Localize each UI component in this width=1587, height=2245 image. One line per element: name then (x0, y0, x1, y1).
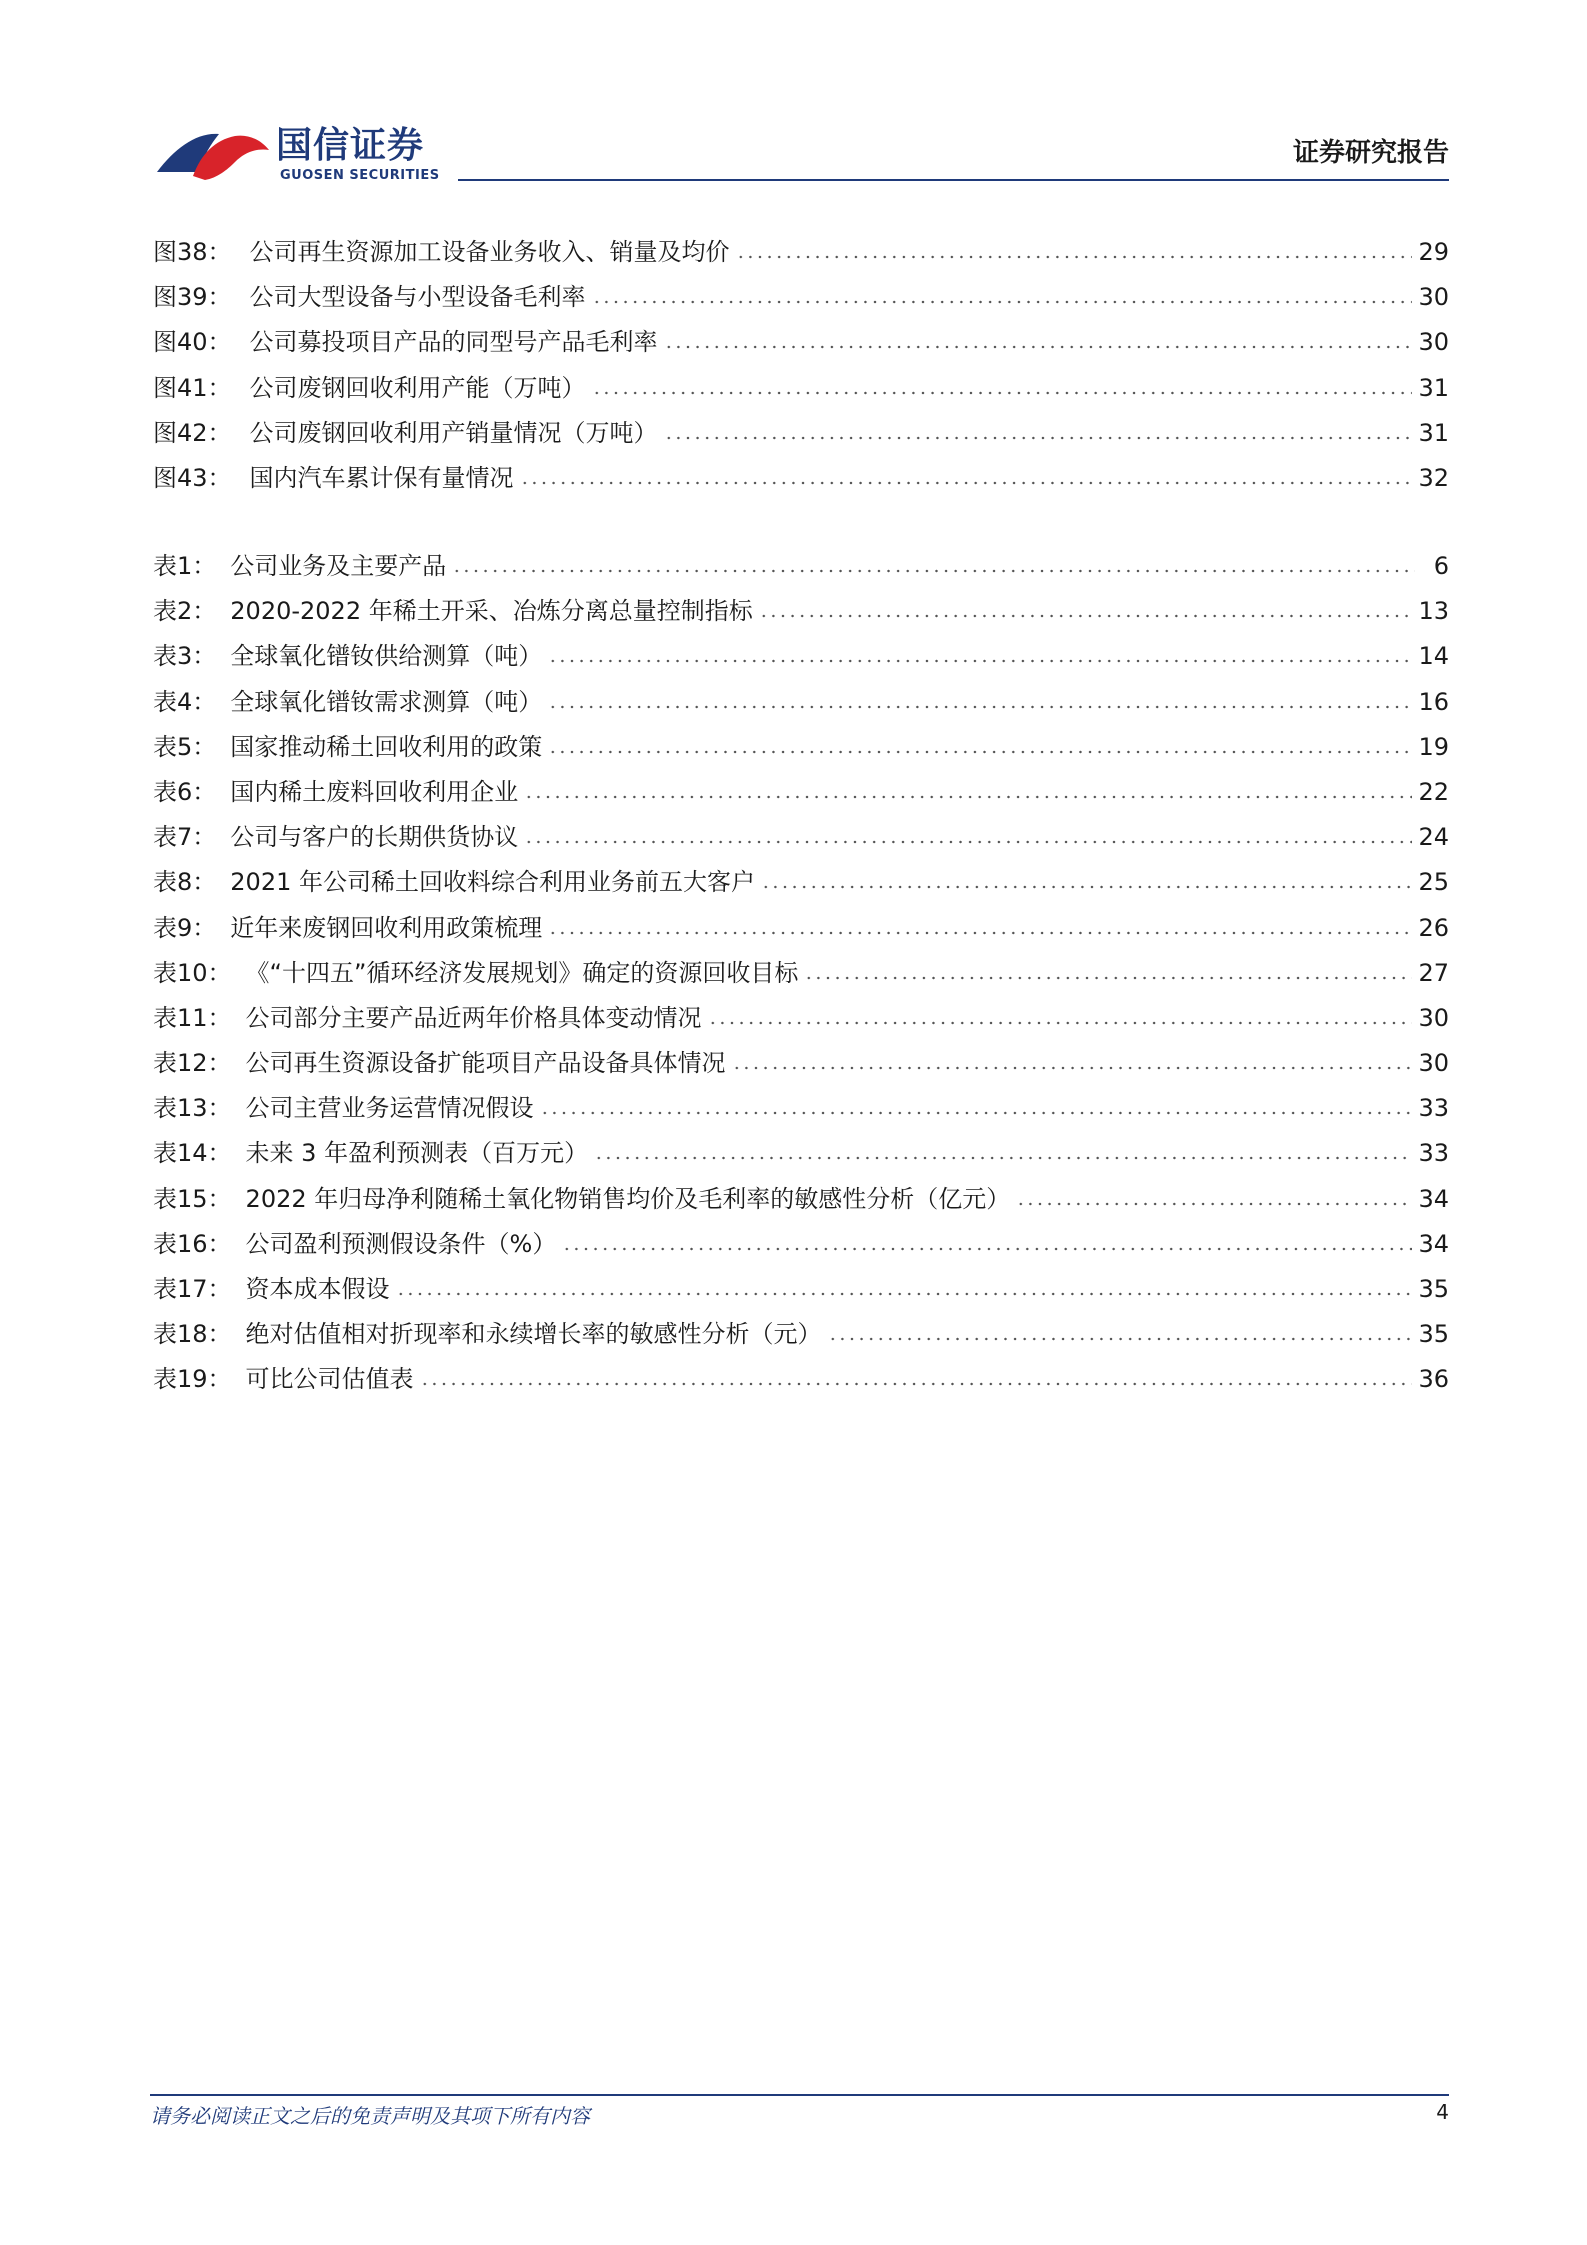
dot-leader (562, 1226, 1412, 1252)
toc-entry-table[interactable] (153, 680, 1449, 725)
entry-label: 表19： (153, 1365, 232, 1394)
toc-entry-table[interactable] (153, 1312, 1449, 1357)
toc-entry-figure[interactable] (153, 366, 1449, 411)
dot-leader (548, 684, 1412, 710)
footer-divider (150, 2094, 1449, 2096)
entry-page-number: 26 (1418, 913, 1449, 942)
entry-label: 表10： (153, 958, 232, 987)
dot-leader (592, 370, 1413, 396)
report-type-label: 证券研究报告 (1292, 138, 1449, 168)
entry-title: 全球氧化镨钕需求测算（吨） (230, 687, 543, 716)
entry-page-number: 32 (1418, 463, 1449, 492)
entry-title: 资本成本假设 (245, 1275, 390, 1303)
entry-page-number: 30 (1418, 1003, 1449, 1032)
toc-entry-figure[interactable] (153, 275, 1449, 320)
entry-page-number: 24 (1418, 823, 1449, 852)
dot-leader (594, 1135, 1412, 1161)
toc-entry-table[interactable] (153, 1222, 1449, 1267)
guosen-logo-mark-icon (153, 114, 273, 186)
entry-label: 表8： (153, 868, 217, 897)
dot-leader (761, 864, 1412, 890)
dot-leader (736, 234, 1413, 260)
header-divider (458, 179, 1449, 181)
dot-leader (828, 1316, 1413, 1342)
toc-entry-table[interactable] (153, 725, 1449, 770)
dot-leader (524, 819, 1412, 845)
entry-page-number: 30 (1418, 283, 1449, 312)
entry-page-number: 34 (1418, 1184, 1449, 1213)
figure-index-list (153, 230, 1449, 501)
entry-page-number: 31 (1418, 418, 1449, 447)
entry-page-number: 6 (1433, 552, 1449, 580)
toc-entry-table[interactable] (153, 996, 1449, 1041)
entry-label: 表13： (153, 1094, 232, 1123)
entry-title: 近年来废钢回收利用政策梳理 (230, 913, 543, 942)
dot-leader (1016, 1181, 1412, 1207)
logo-english-name: GUOSEN SECURITIES (280, 168, 440, 183)
entry-page-number: 36 (1418, 1365, 1449, 1394)
toc-entry-figure[interactable] (153, 230, 1449, 275)
entry-page-number: 16 (1418, 687, 1449, 716)
toc-entry-table[interactable] (153, 544, 1449, 589)
entry-page-number: 35 (1418, 1320, 1449, 1349)
entry-page-number: 29 (1418, 238, 1449, 266)
entry-label: 图41： (153, 373, 232, 402)
entry-title: 国内汽车累计保有量情况 (249, 463, 514, 492)
dot-leader (540, 1090, 1413, 1116)
entry-title: 公司废钢回收利用产销量情况（万吨） (249, 418, 658, 447)
entry-title: 公司与客户的长期供货协议 (230, 823, 519, 852)
entry-title: 公司废钢回收利用产能（万吨） (249, 373, 586, 402)
entry-label: 图42： (153, 418, 232, 447)
entry-label: 图43： (153, 463, 232, 492)
entry-page-number: 27 (1418, 958, 1449, 987)
table-index-list (153, 544, 1449, 1403)
entry-title: 国家推动稀土回收利用的政策 (230, 732, 543, 761)
entry-page-number: 14 (1418, 642, 1449, 671)
entry-title: 公司再生资源设备扩能项目产品设备具体情况 (245, 1049, 726, 1078)
toc-entry-table[interactable] (153, 1357, 1449, 1402)
entry-label: 表17： (153, 1275, 232, 1303)
entry-page-number: 35 (1418, 1275, 1449, 1303)
footer-page-number: 4 (1436, 2100, 1449, 2124)
toc-entry-figure[interactable] (153, 411, 1449, 456)
dot-leader (664, 415, 1413, 441)
toc-entry-table[interactable] (153, 951, 1449, 996)
entry-label: 表9： (153, 913, 217, 942)
dot-leader (420, 1361, 1413, 1387)
entry-title: 公司大型设备与小型设备毛利率 (249, 283, 586, 312)
entry-label: 表7： (153, 823, 217, 852)
entry-title: 可比公司估值表 (245, 1365, 414, 1394)
entry-page-number: 30 (1418, 1049, 1449, 1078)
entry-title: 公司部分主要产品近两年价格具体变动情况 (245, 1003, 702, 1032)
entry-page-number: 25 (1418, 868, 1449, 897)
entry-label: 表14： (153, 1139, 232, 1168)
dot-leader (396, 1271, 1413, 1297)
toc-entry-table[interactable] (153, 815, 1449, 860)
guosen-logo (153, 114, 483, 186)
entry-label: 图39： (153, 283, 232, 312)
dot-leader (759, 593, 1413, 619)
toc-entry-table[interactable] (153, 860, 1449, 905)
dot-leader (804, 955, 1412, 981)
entry-label: 图38： (153, 238, 232, 266)
toc-entry-table[interactable] (153, 1131, 1449, 1176)
toc-entry-table[interactable] (153, 906, 1449, 951)
entry-label: 表12： (153, 1049, 232, 1078)
entry-page-number: 19 (1418, 732, 1449, 761)
entry-title: 公司主营业务运营情况假设 (245, 1094, 534, 1123)
toc-entry-table[interactable] (153, 770, 1449, 815)
footer-disclaimer: 请务必阅读正文之后的免责声明及其项下所有内容 (150, 2104, 590, 2128)
dot-leader (664, 324, 1413, 350)
entry-label: 表4： (153, 687, 217, 716)
entry-label: 表15： (153, 1184, 232, 1213)
entry-page-number: 33 (1418, 1139, 1449, 1168)
dot-leader (524, 774, 1412, 800)
logo-chinese-name: 国信证券 (276, 125, 425, 166)
toc-entry-table[interactable] (153, 1267, 1449, 1312)
entry-label: 表16： (153, 1229, 232, 1258)
entry-label: 表11： (153, 1003, 232, 1032)
entry-label: 表18： (153, 1320, 232, 1349)
dot-leader (548, 729, 1412, 755)
entry-title: 2021 年公司稀土回收料综合利用业务前五大客户 (230, 868, 755, 897)
entry-label: 表3： (153, 642, 217, 671)
dot-leader (708, 1000, 1413, 1026)
entry-title: 全球氧化镨钕供给测算（吨） (230, 642, 543, 671)
entry-page-number: 13 (1418, 597, 1449, 626)
toc-entry-figure[interactable] (153, 320, 1449, 365)
entry-page-number: 33 (1418, 1094, 1449, 1123)
entry-page-number: 31 (1418, 373, 1449, 402)
dot-leader (592, 279, 1413, 305)
toc-entry-table[interactable] (153, 589, 1449, 634)
entry-title: 2022 年归母净利随稀土氧化物销售均价及毛利率的敏感性分析（亿元） (245, 1184, 1011, 1213)
dot-leader (520, 460, 1413, 486)
entry-title: 国内稀土废料回收利用企业 (230, 777, 519, 806)
toc-entry-figure[interactable] (153, 456, 1449, 501)
toc-entry-table[interactable] (153, 1086, 1449, 1131)
entry-label: 表6： (153, 777, 217, 806)
toc-entry-table[interactable] (153, 1041, 1449, 1086)
entry-page-number: 34 (1418, 1229, 1449, 1258)
dot-leader (732, 1045, 1413, 1071)
entry-title: 《“十四五”循环经济发展规划》确定的资源回收目标 (245, 958, 799, 987)
dot-leader (452, 548, 1415, 574)
page-header (153, 110, 1449, 190)
entry-title: 公司募投项目产品的同型号产品毛利率 (249, 328, 658, 357)
entry-page-number: 30 (1418, 328, 1449, 357)
entry-label: 表1： (153, 552, 217, 580)
toc-entry-table[interactable] (153, 634, 1449, 679)
entry-page-number: 22 (1418, 777, 1449, 806)
entry-title: 未来 3 年盈利预测表（百万元） (245, 1139, 589, 1168)
toc-entry-table[interactable] (153, 1177, 1449, 1222)
entry-label: 图40： (153, 328, 232, 357)
entry-title: 公司盈利预测假设条件（%） (245, 1229, 557, 1258)
entry-label: 表5： (153, 732, 217, 761)
entry-label: 表2： (153, 597, 217, 626)
dot-leader (548, 638, 1412, 664)
entry-title: 公司再生资源加工设备业务收入、销量及均价 (249, 238, 730, 266)
entry-title: 绝对估值相对折现率和永续增长率的敏感性分析（元） (245, 1320, 822, 1349)
dot-leader (548, 910, 1412, 936)
entry-title: 公司业务及主要产品 (230, 552, 447, 580)
entry-title: 2020-2022 年稀土开采、冶炼分离总量控制指标 (230, 597, 753, 626)
